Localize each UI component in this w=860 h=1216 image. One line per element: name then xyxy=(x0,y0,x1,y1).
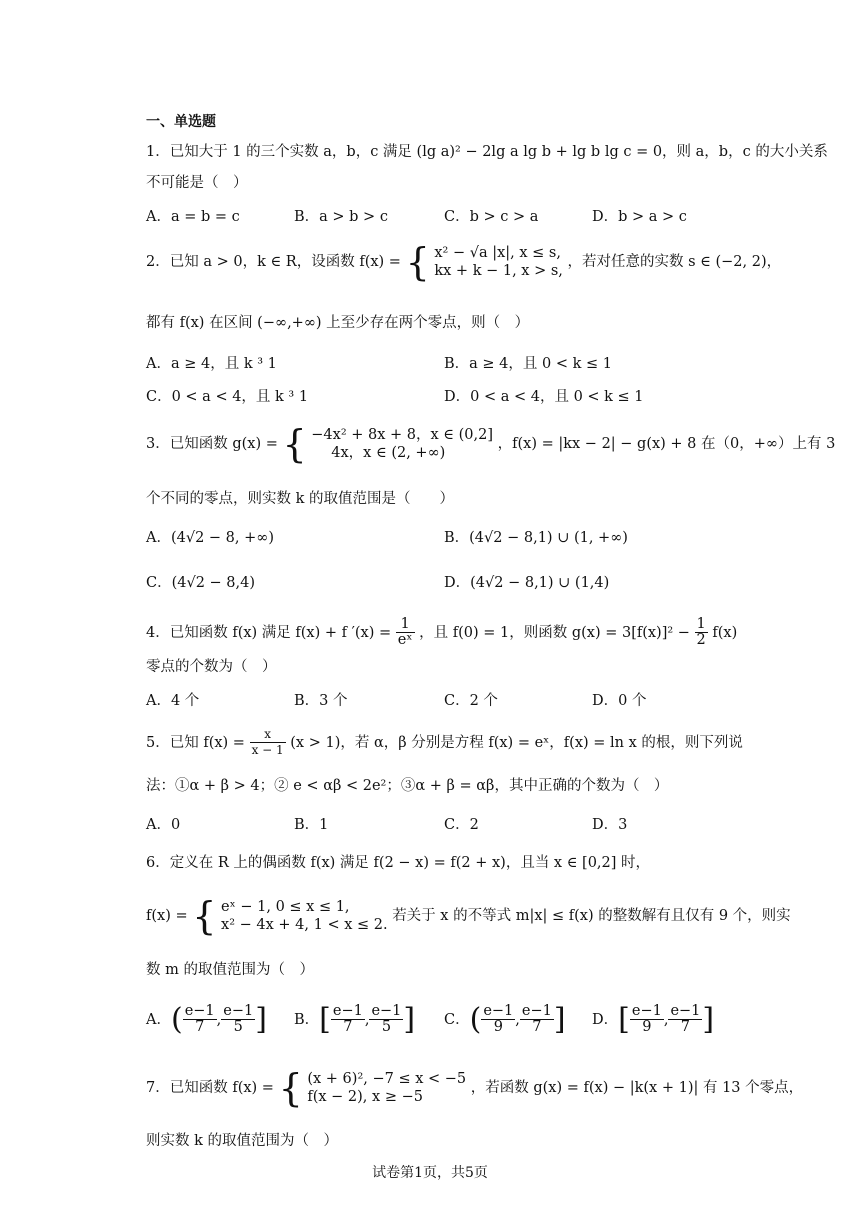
q7-stem-post: ，若函数 g(x) = f(x) − |k(x + 1)| 有 13 个零点， xyxy=(470,1080,804,1096)
q6-b-frac1 xyxy=(331,1004,365,1035)
q6-a-open: ( xyxy=(170,1001,183,1037)
q2-piecewise xyxy=(434,244,563,280)
q6-b-frac2-den: 5 xyxy=(381,1019,392,1035)
q3-stem-pre: 3．已知函数 g(x) = xyxy=(146,436,278,452)
q7-brace: { xyxy=(278,1066,303,1110)
q4-stem-mid: ，且 f(0) = 1，则函数 g(x) = 3[f(x)]² − xyxy=(419,624,690,641)
q4-option-b: B．3 个 xyxy=(294,693,348,709)
q6-c-frac1-den: 9 xyxy=(493,1019,503,1035)
q4-frac1-den: eˣ xyxy=(397,632,413,648)
q2-stem-pre: 2．已知 a > 0，k ∈ R，设函数 f(x) = xyxy=(146,254,401,270)
q6-stem-line2 xyxy=(146,894,791,938)
q6-a-frac1-num: e−1 xyxy=(184,1003,215,1019)
q3-brace: { xyxy=(282,422,307,466)
q6-b-close: ] xyxy=(403,1001,416,1037)
q4-fraction-1-over-2 xyxy=(695,617,708,648)
q1-stem-line1: 1．已知大于 1 的三个实数 a，b，c 满足 (lg a)² − 2lg a lg b + lg b lg c = 0，则 a，b，c 的大小关系 xyxy=(146,144,828,160)
q3-option-d: D．(4√2 − 8,1) ∪ (1,4) xyxy=(444,575,610,591)
q7-piecewise xyxy=(307,1070,466,1106)
q6-brace: { xyxy=(192,894,217,938)
q2-brace: { xyxy=(405,240,430,284)
q3-piecewise xyxy=(311,426,493,462)
q6-a-label: A． xyxy=(146,1011,171,1028)
q6-c-label: C． xyxy=(444,1011,470,1028)
q6-a-frac1 xyxy=(183,1004,217,1035)
q6-c-frac2 xyxy=(520,1004,554,1035)
q3-option-c: C．(4√2 − 8,4) xyxy=(146,575,256,591)
q5-fraction xyxy=(250,727,286,758)
q5-option-b: B．1 xyxy=(294,817,329,833)
q5-stem-line1 xyxy=(146,727,743,758)
q4-stem-line2: 零点的个数为（ ） xyxy=(146,659,277,675)
q4-frac2-den: 2 xyxy=(696,632,706,648)
q7-case1: (x + 6)², −7 ≤ x < −5 xyxy=(307,1071,467,1087)
q7-stem-line1 xyxy=(146,1066,804,1110)
q4-option-d: D．0 个 xyxy=(592,693,647,709)
q5-frac-den: x − 1 xyxy=(251,743,284,757)
q6-stem-line1: 6．定义在 R 上的偶函数 f(x) 满足 f(2 − x) = f(2 + x)，且当 x ∈ [0,2] 时， xyxy=(146,855,651,871)
q6-d-open: [ xyxy=(618,1001,630,1037)
q6-b-frac2-num: e−1 xyxy=(371,1003,402,1019)
q6-a-frac2 xyxy=(221,1004,255,1035)
q3-stem-line1 xyxy=(146,422,836,466)
q3-option-b: B．(4√2 − 8,1) ∪ (1, +∞) xyxy=(444,530,628,546)
q6-piecewise xyxy=(221,898,388,934)
q2-option-c: C．0 < a < 4，且 k ³ 1 xyxy=(146,389,309,405)
q3-case2: 4x，x ∈ (2, +∞) xyxy=(331,445,446,461)
q2-case2: kx + k − 1, x > s, xyxy=(434,263,563,279)
q1-option-a: A．a = b = c xyxy=(146,209,240,225)
q6-d-frac1 xyxy=(630,1004,664,1035)
q6-d-frac1-den: 9 xyxy=(642,1019,652,1035)
q6-b-frac2 xyxy=(369,1004,403,1035)
q7-stem-pre: 7．已知函数 f(x) = xyxy=(146,1080,274,1096)
q6-option-a: A．( $\frac{e-1}{7}$ , $\frac{e-1}{5}$ ] xyxy=(146,1001,267,1037)
q6-a-frac1-den: 7 xyxy=(195,1019,205,1035)
q6-d-frac2-den: 7 xyxy=(680,1019,691,1035)
q5-option-c: C．2 xyxy=(444,817,479,833)
q6-c-frac2-num: e−1 xyxy=(521,1003,552,1019)
q4-stem-pre: 4．已知函数 f(x) 满足 f(x) + f ′(x) = xyxy=(146,624,392,641)
q4-stem-line1 xyxy=(146,617,737,648)
q3-option-a: A．(4√2 − 8, +∞) xyxy=(146,530,275,546)
q6-d-frac2-num: e−1 xyxy=(670,1003,701,1019)
q6-a-frac2-den: 5 xyxy=(233,1019,243,1035)
q5-stem-pre: 5．已知 f(x) = xyxy=(146,734,245,751)
q7-stem-line2: 则实数 k 的取值范围为（ ） xyxy=(146,1133,339,1149)
q6-option-d: D．[ $\frac{e-1}{9}$ , $\frac{e-1}{7}$ ] xyxy=(592,1001,715,1037)
q6-b-open: [ xyxy=(319,1001,331,1037)
q6-case2: x² − 4x + 4, 1 < x ≤ 2. xyxy=(221,917,388,933)
q6-d-label: D． xyxy=(592,1011,619,1028)
q4-option-a: A．4 个 xyxy=(146,693,200,709)
q3-case1: −4x² + 8x + 8，x ∈ (0,2] xyxy=(311,427,494,443)
q6-c-frac1 xyxy=(481,1004,515,1035)
q5-option-d: D．3 xyxy=(592,817,628,833)
q2-case1: x² − √a |x|, x ≤ s, xyxy=(434,245,561,261)
q1-option-d: D．b > a > c xyxy=(592,209,687,225)
q6-d-frac1-num: e−1 xyxy=(631,1003,662,1019)
q6-b-frac1-num: e−1 xyxy=(332,1003,363,1019)
q3-stem-post: ，f(x) = |kx − 2| − g(x) + 8 在（0，+∞）上有 3 xyxy=(497,436,836,452)
q6-stem-post: 若关于 x 的不等式 m|x| ≤ f(x) 的整数解有且仅有 9 个，则实 xyxy=(392,908,791,924)
q2-option-d: D．0 < a < 4，且 0 < k ≤ 1 xyxy=(444,389,644,405)
q3-stem-line2: 个不同的零点，则实数 k 的取值范围是（ ） xyxy=(146,491,455,507)
q6-option-b: B．[ $\frac{e-1}{7}$ , $\frac{e-1}{5}$ ] xyxy=(294,1001,416,1037)
q5-option-a: A．0 xyxy=(146,817,181,833)
section-title: 一、单选题 xyxy=(146,114,216,130)
q1-option-b: B．a > b > c xyxy=(294,209,388,225)
q6-c-close: ] xyxy=(553,1001,566,1037)
q6-c-frac1-num: e−1 xyxy=(483,1003,514,1019)
q6-b-label: B． xyxy=(294,1011,320,1028)
q5-stem-post: (x > 1)，若 α，β 分别是方程 f(x) = eˣ，f(x) = ln x 的根，则下列说 xyxy=(290,734,743,751)
q6-option-c: C．( $\frac{e-1}{9}$ , $\frac{e-1}{7}$ ] xyxy=(444,1001,566,1037)
q4-fraction-1-over-ex xyxy=(396,617,415,648)
q6-d-close: ] xyxy=(702,1001,715,1037)
q5-stem-line2: 法：①α + β > 4；② e < αβ < 2e²；③α + β = αβ，其中正确的个数为（ ） xyxy=(146,778,669,794)
q6-a-close: ] xyxy=(255,1001,267,1037)
q2-option-b: B．a ≥ 4，且 0 < k ≤ 1 xyxy=(444,356,612,372)
q6-a-frac2-num: e−1 xyxy=(223,1003,254,1019)
q4-frac1-num: 1 xyxy=(396,617,415,633)
q5-frac-num: x xyxy=(250,727,286,743)
q4-frac2-num: 1 xyxy=(696,616,706,632)
q1-option-c: C．b > c > a xyxy=(444,209,539,225)
page-footer: 试卷第1页，共5页 xyxy=(372,1165,488,1181)
q6-case1: eˣ − 1, 0 ≤ x ≤ 1, xyxy=(221,899,350,915)
q6-f-label: f(x) = xyxy=(146,908,188,924)
q2-stem-line1 xyxy=(146,240,782,284)
q4-stem-post: f(x) xyxy=(712,624,738,641)
q2-stem-line2: 都有 f(x) 在区间 (−∞,+∞) 上至少存在两个零点，则（ ） xyxy=(146,315,530,331)
q6-stem-line3: 数 m 的取值范围为（ ） xyxy=(146,962,314,978)
q6-c-frac2-den: 7 xyxy=(532,1019,542,1035)
q7-case2: f(x − 2), x ≥ −5 xyxy=(307,1089,423,1105)
q4-option-c: C．2 个 xyxy=(444,693,498,709)
q6-c-open: ( xyxy=(469,1001,482,1037)
q6-b-frac1-den: 7 xyxy=(343,1019,353,1035)
q2-option-a: A．a ≥ 4，且 k ³ 1 xyxy=(146,356,277,372)
q2-stem-post: ，若对任意的实数 s ∈ (−2, 2)， xyxy=(567,254,782,270)
q6-d-frac2 xyxy=(668,1004,702,1035)
q1-stem-line2: 不可能是（ ） xyxy=(146,175,248,191)
